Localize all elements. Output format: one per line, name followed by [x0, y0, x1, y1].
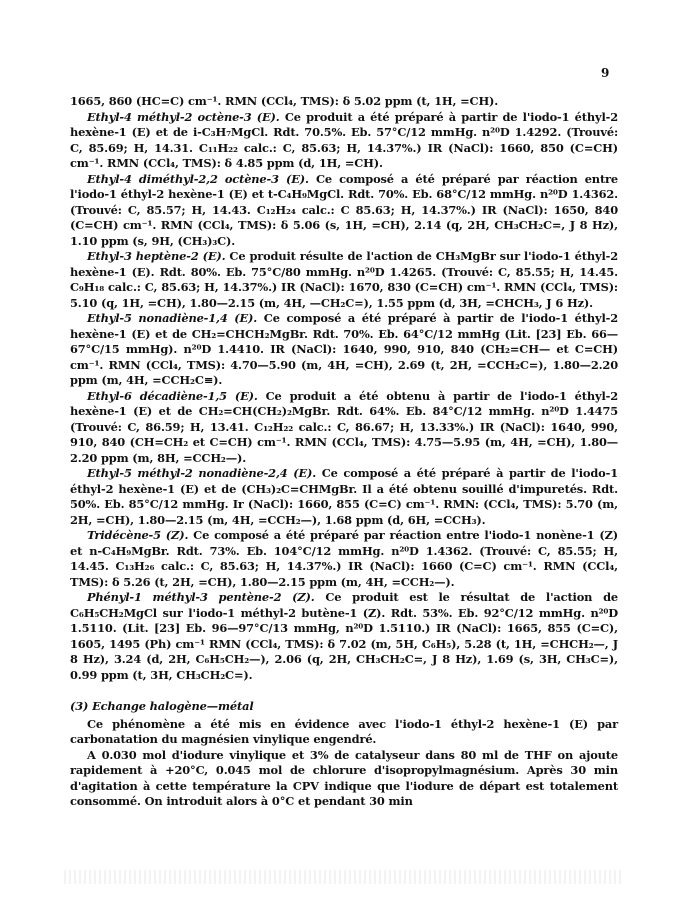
compound-name: Ethyl-5 nonadiène-1,4 (E). [87, 311, 258, 325]
paragraph [70, 590, 618, 683]
section-paragraph: A 0.030 mol d'iodure vinylique et 3% de catalyseur dans 80 ml de THF on ajoute rapidement à +20°C, 0.045 mol de chlorure d'isopropylmagnésium. Après 30 min d'agitation à cette température la CPV indique que l'iodure de départ est totalement consommé. On introduit alors à 0°C et pendant 30 min [70, 747, 618, 808]
compound-name: Tridécène-5 (Z). [87, 528, 189, 542]
compound-name: Ethyl-3 heptène-2 (E). [87, 249, 226, 263]
page-number: 9 [601, 66, 610, 80]
page-body [70, 94, 618, 810]
paragraph-text: 1665, 860 (HC=C) cm⁻¹. RMN (CCl₄, TMS): δ 5.02 ppm (t, 1H, =CH). [70, 94, 499, 108]
paragraph [70, 311, 618, 389]
compound-name: Phényl-1 méthyl-3 pentène-2 (Z). [87, 590, 315, 604]
paragraph [70, 172, 618, 250]
paragraph [70, 110, 618, 172]
compound-name: Ethyl-5 méthyl-2 nonadiène-2,4 (E). [87, 466, 317, 480]
paragraph [70, 466, 618, 528]
paragraph-text: Ce produit a été obtenu à partir de l'iodo-1 éthyl-2 hexène-1 (E) et de CH₂=CH(CH₂)₂MgBr. Rdt. 64%. Eb. 84°C/12 mmHg. n²⁰D 1.4475 (Trouvé: C, 86.59; H, 13.41. C₁₂H₂₂ calc.: C, 86.67; H, 13.33%.) IR (NaCl): 1640, 990, 910, 840 (CH=CH₂ et C=CH) cm⁻¹. RMN (CCl₄, TMS): 4.75—5.95 (m, 4H, =CH), 1.80—2.20 ppm (m, 8H, =CCH₂—). [70, 388, 619, 465]
compound-name: Ethyl-4 diméthyl-2,2 octène-3 (E). [87, 171, 309, 186]
section-heading: (3) Echange halogène—métal [70, 699, 254, 713]
scan-smudge [64, 870, 624, 884]
paragraph [70, 249, 618, 311]
paragraph-text: Ce composé a été préparé à partir de l'iodo-1 éthyl-2 hexène-1 (E) et de (CH₃)₂C=CHMgBr. Il a été obtenu souillé d'impuretés. Rdt. 50%. Eb. 85°C/12 mmHg. Ir (NaCl): 1660, 855 (C=C) cm⁻¹. RMN: (CCl₄, TMS): 5.70 (m, 2H, =CH), 1.80—2.15 (m, 4H, =CCH₂—), 1.68 ppm (d, 6H, =CCH₃). [70, 466, 618, 527]
paragraph [70, 94, 618, 110]
compound-name: Ethyl-4 méthyl-2 octène-3 (E). [87, 109, 280, 124]
paragraph [70, 389, 618, 467]
paragraph-text: Ce composé a été préparé par réaction entre l'iodo-1 éthyl-2 hexène-1 (E) et t-C₄H₉MgCl. Rdt. 70%. Eb. 68°C/12 mmHg. n²⁰D 1.4362. (Trouvé: C, 85.57; H, 14.43. C₁₂H₂₄ calc.: C 85.63; H, 14.37%.) IR (NaCl): 1650, 840 (C=CH) cm⁻¹. RMN (CCl₄, TMS): δ 5.06 (s, 1H, =CH), 2.14 (q, 2H, CH₃CH₂C=, J 8 Hz), 1.10 ppm (s, 9H, (CH₃)₃C). [70, 171, 618, 248]
section-paragraph: Ce phénomène a été mis en évidence avec l'iodo-1 éthyl-2 hexène-1 (E) par carbonatation du magnésien vinylique engendré. [70, 716, 618, 746]
paragraph-text: Ce composé a été préparé à partir de l'iodo-1 éthyl-2 hexène-1 (E) et de CH₂=CHCH₂MgBr. Rdt. 70%. Eb. 64°C/12 mmHg (Lit. [23] Eb. 66—67°C/15 mmHg). n²⁰D 1.4410. IR (NaCl): 1640, 990, 910, 840 (CH₂=CH— et C=CH) cm⁻¹. RMN (CCl₄, TMS): 4.70—5.90 (m, 4H, =CH), 2.69 (t, 2H, =CCH₂C=), 1.80—2.20 ppm (m, 4H, =CCH₂C≡). [70, 311, 619, 387]
paragraph [70, 528, 618, 590]
compound-name: Ethyl-6 décadiène-1,5 (E). [87, 388, 258, 403]
paragraph-text: Ce produit résulte de l'action de CH₃MgBr sur l'iodo-1 éthyl-2 hexène-1 (E). Rdt. 80%. Eb. 75°C/80 mmHg. n²⁰D 1.4265. (Trouvé: C, 85.55; H, 14.45. C₉H₁₈ calc.: C, 85.63; H, 14.37%.) IR (NaCl): 1670, 830 (C=CH) cm⁻¹. RMN (CCl₄, TMS): 5.10 (q, 1H, =CH), 1.80—2.15 (m, 4H, —CH₂C=), 1.55 ppm (d, 3H, =CHCH₃, J 6 Hz). [70, 249, 618, 310]
paragraph-text: Ce composé a été préparé par réaction entre l'iodo-1 nonène-1 (Z) et n-C₄H₉MgBr. Rdt. 73%. Eb. 104°C/12 mmHg. n²⁰D 1.4362. (Trouvé: C, 85.55; H, 14.45. C₁₃H₂₆ calc.: C, 85.63; H, 14.37%.) IR (NaCl): 1660 (C=C) cm⁻¹. RMN (CCl₄, TMS): δ 5.26 (t, 2H, =CH), 1.80—2.15 ppm (m, 4H, =CCH₂—). [70, 528, 618, 589]
paragraph-text: Ce produit est le résultat de l'action de C₆H₅CH₂MgCl sur l'iodo-1 méthyl-2 butène-1 (Z). Rdt. 53%. Eb. 92°C/12 mmHg. n²⁰D 1.5110. (Lit. [23] Eb. 96—97°C/13 mmHg, n²⁰D 1.5110.) IR (NaCl): 1665, 855 (C=C), 1605, 1495 (Ph) cm⁻¹ RMN (CCl₄, TMS): δ 7.02 (m, 5H, C₆H₅), 5.28 (t, 1H, =CHCH₂—, J 8 Hz), 3.24 (d, 2H, C₆H₅CH₂—), 2.06 (q, 2H, CH₃CH₂C=, J 8 Hz), 1.69 (s, 3H, CH₃C=), 0.99 ppm (t, 3H, CH₃CH₂C=). [70, 590, 618, 682]
paragraph-text: Ce produit a été préparé à partir de l'iodo-1 éthyl-2 hexène-1 (E) et de i-C₃H₇MgCl. Rdt. 70.5%. Eb. 57°C/12 mmHg. n²⁰D 1.4292. (Trouvé: C, 85.69; H, 14.31. C₁₁H₂₂ calc.: C, 85.63; H, 14.37%.) IR (NaCl): 1660, 850 (C=CH) cm⁻¹. RMN (CCl₄, TMS): δ 4.85 ppm (d, 1H, =CH). [70, 109, 618, 170]
